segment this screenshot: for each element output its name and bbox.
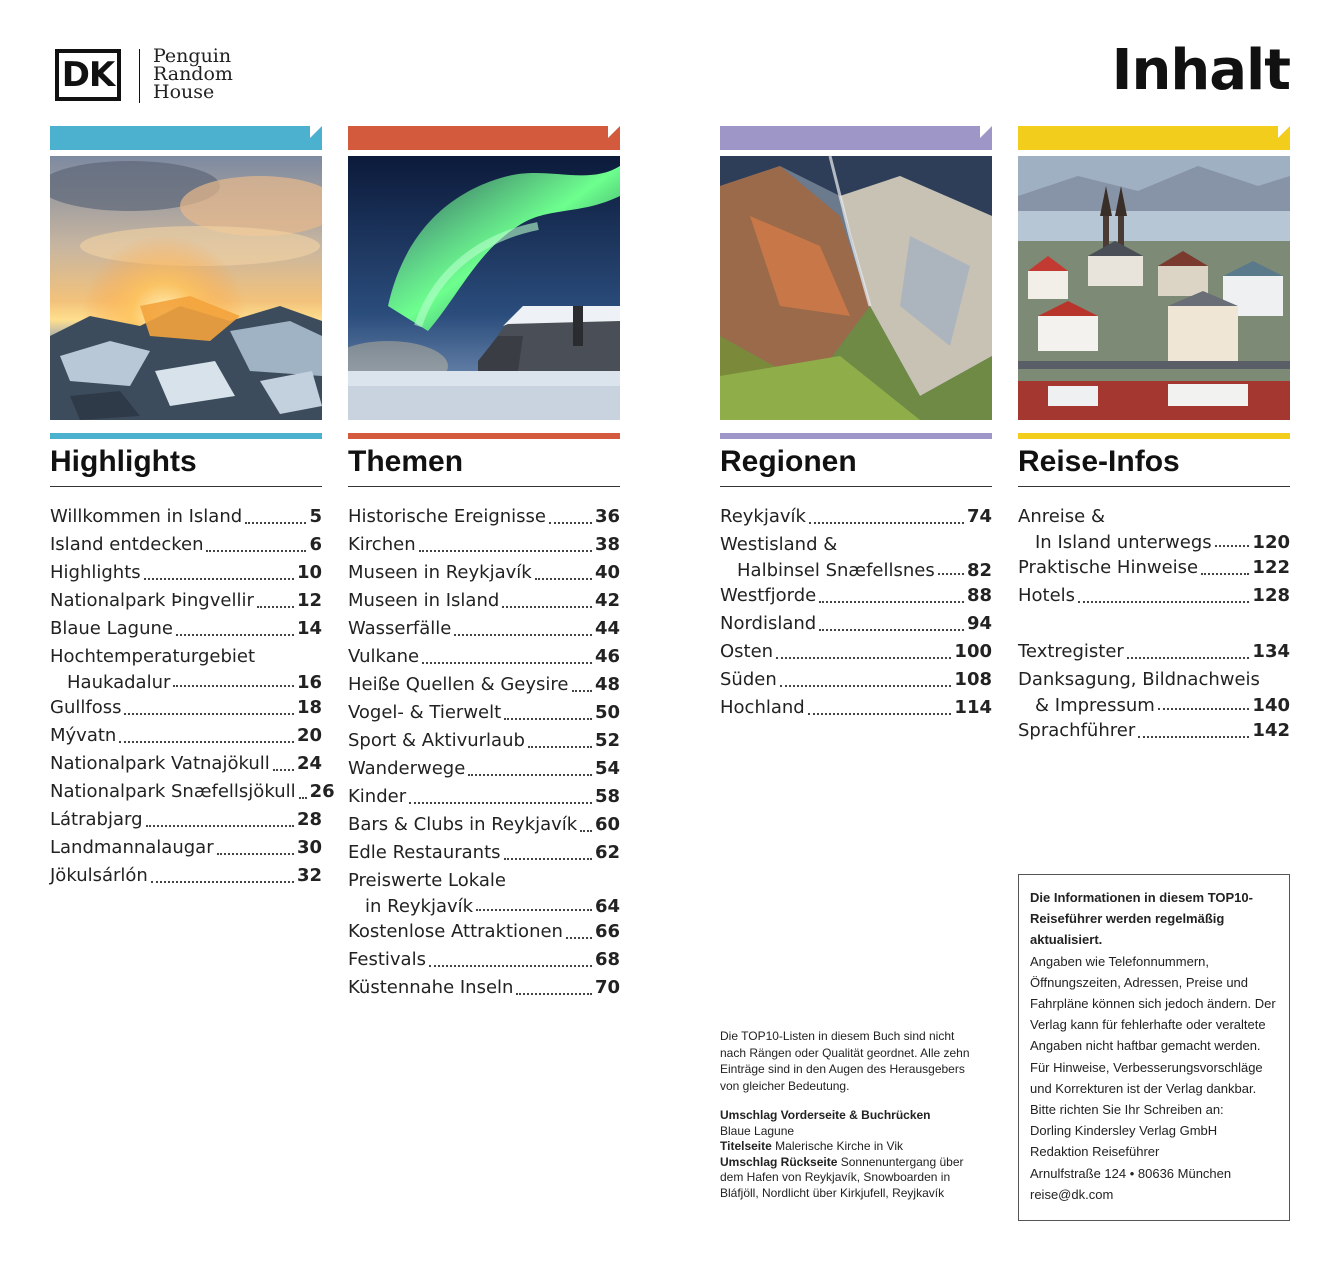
toc-entry <box>348 867 620 918</box>
toc-entry-label: Hochland <box>720 697 805 718</box>
toc-entry-page: 120 <box>1252 532 1290 553</box>
toc-leader-dots <box>502 606 592 608</box>
toc-entry-label: Nationalpark Snæfellsjökull <box>50 781 296 802</box>
toc-leader-dots <box>173 685 294 687</box>
toc-leader-dots <box>580 830 592 832</box>
toc-leader-dots <box>299 797 307 799</box>
toc-entry <box>348 974 620 1002</box>
toc-entry <box>348 531 620 559</box>
section-title-regionen: Regionen <box>720 439 992 487</box>
toc-entry-page: 42 <box>594 590 620 611</box>
toc-leader-dots <box>1158 708 1250 710</box>
toc-leader-dots <box>176 634 294 636</box>
toc-entry <box>50 503 322 531</box>
toc-entry <box>720 610 992 638</box>
toc-entry-label: Vogel- & Tierwelt <box>348 702 502 723</box>
toc-entry-label: Kirchen <box>348 534 416 555</box>
toc-entry <box>1018 503 1290 554</box>
photo-glacier-lagoon-sunset <box>50 156 322 420</box>
toc-entry-label: Historische Ereignisse <box>348 506 546 527</box>
toc-list-reise-infos-2 <box>1018 638 1290 745</box>
toc-entry-page: 88 <box>966 585 992 606</box>
toc-entry-page: 122 <box>1252 557 1290 578</box>
toc-entry-label: Island entdecken <box>50 534 204 555</box>
photo-northern-lights-houses <box>348 156 620 420</box>
toc-entry-label-line1: Hochtemperaturgebiet <box>50 646 256 667</box>
title-page-label: Titelseite <box>720 1139 772 1153</box>
toc-entry <box>348 699 620 727</box>
toc-entry-page: 24 <box>296 753 322 774</box>
section-title-themen: Themen <box>348 439 620 487</box>
logo-line-1: Penguin <box>153 45 232 67</box>
toc-entry-label-line2: & Impressum <box>1035 695 1155 716</box>
toc-entry-label-line1: Preiswerte Lokale <box>348 870 506 891</box>
toc-entry-page: 66 <box>594 921 620 942</box>
toc-entry <box>50 615 322 643</box>
toc-entry <box>720 638 992 666</box>
toc-entry-page: 100 <box>954 641 992 662</box>
toc-entry-label: Wasserfälle <box>348 618 452 639</box>
toc-entry <box>348 811 620 839</box>
toc-entry <box>50 694 322 722</box>
publisher-logo <box>55 45 275 109</box>
toc-leader-dots <box>273 769 294 771</box>
toc-leader-dots <box>1078 601 1249 603</box>
toc-entry-label: Látrabjarg <box>50 809 143 830</box>
toc-entry-label: Willkommen in Island <box>50 506 243 527</box>
toc-entry <box>348 783 620 811</box>
photo-northern-lights-image <box>348 156 620 420</box>
toc-entry <box>1018 582 1290 610</box>
toc-entry-label-line2: in Reykjavík <box>365 896 474 917</box>
toc-leader-dots <box>504 858 592 860</box>
toc-entry <box>348 587 620 615</box>
toc-entry-line2 <box>348 895 620 918</box>
toc-entry-line2 <box>720 559 992 582</box>
toc-entry-page: 26 <box>309 781 335 802</box>
toc-entry-label: Museen in Island <box>348 590 500 611</box>
toc-entry-page: 18 <box>296 697 322 718</box>
toc-entry-label: Landmannalaugar <box>50 837 214 858</box>
toc-leader-dots <box>819 629 964 631</box>
toc-entry-label: Kostenlose Attraktionen <box>348 921 563 942</box>
toc-leader-dots <box>1138 736 1249 738</box>
toc-entry-page: 70 <box>594 977 620 998</box>
toc-entry <box>348 615 620 643</box>
toc-entry <box>1018 554 1290 582</box>
photo-mountains-image <box>720 156 992 420</box>
dk-logo-mark: DK <box>55 49 121 101</box>
toc-entry-line2 <box>1018 531 1290 554</box>
toc-leader-dots <box>1215 545 1250 547</box>
section-top-bar <box>720 126 992 150</box>
toc-list-themen <box>348 503 620 1002</box>
info-box-address-3: Arnulfstraße 124 • 80636 München <box>1030 1165 1232 1181</box>
toc-entry-page: 12 <box>296 590 322 611</box>
toc-list-regionen <box>720 503 992 722</box>
logo-line-3: House <box>153 81 215 103</box>
toc-entry-page: 142 <box>1252 720 1290 741</box>
penguin-random-house-wordmark <box>153 47 233 101</box>
toc-leader-dots <box>206 550 306 552</box>
toc-entry-page: 40 <box>594 562 620 583</box>
toc-entry-page: 108 <box>954 669 992 690</box>
toc-entry <box>1018 638 1290 666</box>
toc-entry-page: 58 <box>594 786 620 807</box>
toc-entry-label: Nordisland <box>720 613 817 634</box>
toc-entry-page: 32 <box>296 865 322 886</box>
toc-entry-page: 134 <box>1252 641 1290 662</box>
section-title-reise-infos: Reise-Infos <box>1018 439 1290 487</box>
toc-entry <box>50 559 322 587</box>
toc-entry <box>50 587 322 615</box>
top10-note <box>720 1028 982 1201</box>
toc-entry-label: Praktische Hinweise <box>1018 557 1199 578</box>
toc-entry <box>50 778 335 806</box>
toc-entry <box>348 755 620 783</box>
toc-entry <box>348 727 620 755</box>
toc-entry-page: 38 <box>594 534 620 555</box>
toc-entry-page: 114 <box>954 697 992 718</box>
toc-leader-dots <box>144 578 294 580</box>
info-box-heading: Die Informationen in diesem TOP10-Reiseführer werden regelmäßig aktualisiert. <box>1030 890 1253 948</box>
toc-entry <box>50 722 322 750</box>
toc-leader-dots <box>938 573 964 575</box>
toc-entry <box>50 643 322 694</box>
toc-entry-line2 <box>50 671 322 694</box>
toc-leader-dots <box>245 522 306 524</box>
toc-gap <box>1018 610 1290 638</box>
toc-entry-page: 62 <box>594 842 620 863</box>
toc-leader-dots <box>549 522 592 524</box>
section-regionen <box>720 126 992 722</box>
toc-entry-line2 <box>1018 694 1290 717</box>
toc-entry <box>348 918 620 946</box>
toc-entry <box>348 503 620 531</box>
toc-leader-dots <box>566 937 592 939</box>
info-box-body: Angaben wie Telefonnummern, Öffnungszeiten, Adressen, Preise und Fahrpläne können sich jedoch ändern. Der Verlag kann für fehlerhafte oder veraltete Angaben nicht haftbar gemacht werden. Für Hinweise, Verbesserungsvorschläge und Korrekturen ist der Verlag dankbar. Bitte richten Sie Ihr Schreiben an: <box>1030 953 1276 1118</box>
toc-leader-dots <box>119 741 294 743</box>
toc-leader-dots <box>257 606 294 608</box>
toc-entry <box>348 559 620 587</box>
section-themen <box>348 126 620 1002</box>
toc-entry <box>50 750 322 778</box>
toc-entry-page: 20 <box>296 725 322 746</box>
photo-reykjavik-rooftops <box>1018 156 1290 420</box>
section-reise-infos <box>1018 126 1290 745</box>
toc-entry-page: 30 <box>296 837 322 858</box>
page-title: Inhalt <box>1111 38 1290 103</box>
toc-entry-label: Edle Restaurants <box>348 842 501 863</box>
cover-credits <box>720 1108 982 1201</box>
toc-entry-page: 48 <box>594 674 620 695</box>
toc-leader-dots <box>476 909 592 911</box>
toc-entry <box>50 806 322 834</box>
toc-entry <box>50 531 322 559</box>
toc-entry-label: Osten <box>720 641 774 662</box>
toc-entry-label: Festivals <box>348 949 426 970</box>
toc-entry-page: 5 <box>309 506 322 527</box>
update-info-box <box>1018 874 1290 1221</box>
logo-divider <box>139 49 140 103</box>
toc-leader-dots <box>819 601 964 603</box>
toc-leader-dots <box>146 825 294 827</box>
top10-note-text: Die TOP10-Listen in diesem Buch sind nicht nach Rängen oder Qualität geordnet. Alle zehn Einträge sind in den Augen des Herausgebers von gleicher Bedeutung. <box>720 1029 970 1093</box>
toc-entry-label: Mývatn <box>50 725 117 746</box>
toc-entry-label: Sprachführer <box>1018 720 1136 741</box>
toc-leader-dots <box>124 713 293 715</box>
toc-entry-label: Westfjorde <box>720 585 817 606</box>
toc-leader-dots <box>504 718 592 720</box>
toc-entry-page: 94 <box>966 613 992 634</box>
toc-entry-label: Sport & Aktivurlaub <box>348 730 525 751</box>
toc-entry-page: 60 <box>594 814 620 835</box>
toc-entry-page: 52 <box>594 730 620 751</box>
toc-entry-label: Reykjavík <box>720 506 806 527</box>
toc-list-highlights <box>50 503 335 890</box>
toc-leader-dots <box>776 657 951 659</box>
toc-entry-label-line2: Halbinsel Snæfellsnes <box>737 560 935 581</box>
toc-leader-dots <box>808 713 952 715</box>
toc-entry-page: 46 <box>594 646 620 667</box>
toc-entry-page: 16 <box>296 672 322 693</box>
toc-entry <box>1018 666 1290 717</box>
toc-entry <box>50 834 322 862</box>
toc-entry-page: 10 <box>296 562 322 583</box>
section-highlights <box>50 126 335 890</box>
toc-entry-label: Blaue Lagune <box>50 618 173 639</box>
toc-entry-page: 140 <box>1252 695 1290 716</box>
toc-leader-dots <box>419 550 592 552</box>
toc-leader-dots <box>422 662 592 664</box>
photo-rhyolite-mountains <box>720 156 992 420</box>
toc-leader-dots <box>217 853 294 855</box>
toc-entry-label: Textregister <box>1018 641 1124 662</box>
toc-entry <box>720 582 992 610</box>
info-box-address-1: Dorling Kindersley Verlag GmbH <box>1030 1123 1218 1139</box>
photo-glacier-lagoon-sunset-image <box>50 156 322 420</box>
toc-leader-dots <box>535 578 592 580</box>
toc-entry-label: Bars & Clubs in Reykjavík <box>348 814 578 835</box>
toc-entry-label-line1: Danksagung, Bildnachweis <box>1018 669 1260 690</box>
toc-entry-page: 50 <box>594 702 620 723</box>
toc-leader-dots <box>572 690 592 692</box>
toc-entry-page: 74 <box>966 506 992 527</box>
toc-entry-label: Gullfoss <box>50 697 122 718</box>
cover-front-label: Umschlag Vorderseite & Buchrücken <box>720 1108 931 1122</box>
section-top-bar <box>348 126 620 150</box>
info-box-email: reise@dk.com <box>1030 1186 1114 1202</box>
toc-leader-dots <box>1127 657 1250 659</box>
section-top-bar <box>1018 126 1290 150</box>
toc-entry-label: Nationalpark Þingvellir <box>50 590 254 611</box>
toc-entry-label: Heiße Quellen & Geysire <box>348 674 569 695</box>
toc-entry-page: 64 <box>594 896 620 917</box>
toc-leader-dots <box>409 802 592 804</box>
toc-entry-label-line1: Westisland & <box>720 534 838 555</box>
toc-entry-label: Wanderwege <box>348 758 466 779</box>
toc-entry-page: 36 <box>594 506 620 527</box>
toc-entry-label: Nationalpark Vatnajökull <box>50 753 270 774</box>
toc-leader-dots <box>454 634 592 636</box>
toc-entry-label-line1: Anreise & <box>1018 506 1106 527</box>
toc-entry <box>348 643 620 671</box>
toc-entry <box>348 946 620 974</box>
toc-entry-label: Museen in Reykjavík <box>348 562 532 583</box>
toc-entry-page: 28 <box>296 809 322 830</box>
section-top-bar <box>50 126 322 150</box>
toc-entry-page: 54 <box>594 758 620 779</box>
toc-entry <box>348 671 620 699</box>
cover-front-value: Blaue Lagune <box>720 1123 795 1138</box>
toc-entry <box>1018 717 1290 745</box>
photo-reykjavik-image <box>1018 156 1290 420</box>
toc-entry <box>720 694 992 722</box>
toc-entry-page: 6 <box>309 534 322 555</box>
toc-entry-label: Süden <box>720 669 777 690</box>
title-page-value: Malerische Kirche in Vik <box>775 1139 903 1153</box>
toc-entry-page: 82 <box>966 560 992 581</box>
toc-entry-label-line2: Haukadalur <box>67 672 171 693</box>
toc-leader-dots <box>468 774 592 776</box>
info-box-address-2: Redaktion Reiseführer <box>1030 1144 1160 1160</box>
toc-leader-dots <box>151 881 294 883</box>
toc-entry-page: 68 <box>594 949 620 970</box>
toc-leader-dots <box>429 965 592 967</box>
cover-back-label: Umschlag Rückseite <box>720 1154 838 1169</box>
toc-entry-label: Jökulsárlón <box>50 865 148 886</box>
toc-entry <box>720 531 992 582</box>
toc-list-reise-infos <box>1018 503 1290 610</box>
toc-entry-page: 128 <box>1252 585 1290 606</box>
toc-entry-label-line2: In Island unterwegs <box>1035 532 1212 553</box>
toc-leader-dots <box>780 685 952 687</box>
toc-leader-dots <box>1201 573 1249 575</box>
toc-entry <box>50 862 322 890</box>
toc-leader-dots <box>809 522 964 524</box>
toc-entry-label: Küstennahe Inseln <box>348 977 514 998</box>
toc-entry-label: Kinder <box>348 786 407 807</box>
cover-back-value: Sonnenuntergang über dem Hafen von Reykjavík, Snowboarden in Bláfjöll, Nordlicht über Kirkjufell, Reyjkavík <box>720 1154 964 1200</box>
toc-entry-page: 14 <box>296 618 322 639</box>
toc-entry-label: Vulkane <box>348 646 420 667</box>
toc-entry <box>720 503 992 531</box>
section-title-highlights: Highlights <box>50 439 322 487</box>
toc-leader-dots <box>516 993 591 995</box>
toc-entry-label: Hotels <box>1018 585 1076 606</box>
logo-line-2: Random <box>153 63 233 85</box>
toc-entry <box>720 666 992 694</box>
toc-entry-label: Highlights <box>50 562 141 583</box>
toc-leader-dots <box>528 746 592 748</box>
toc-entry-page: 44 <box>594 618 620 639</box>
toc-entry <box>348 839 620 867</box>
